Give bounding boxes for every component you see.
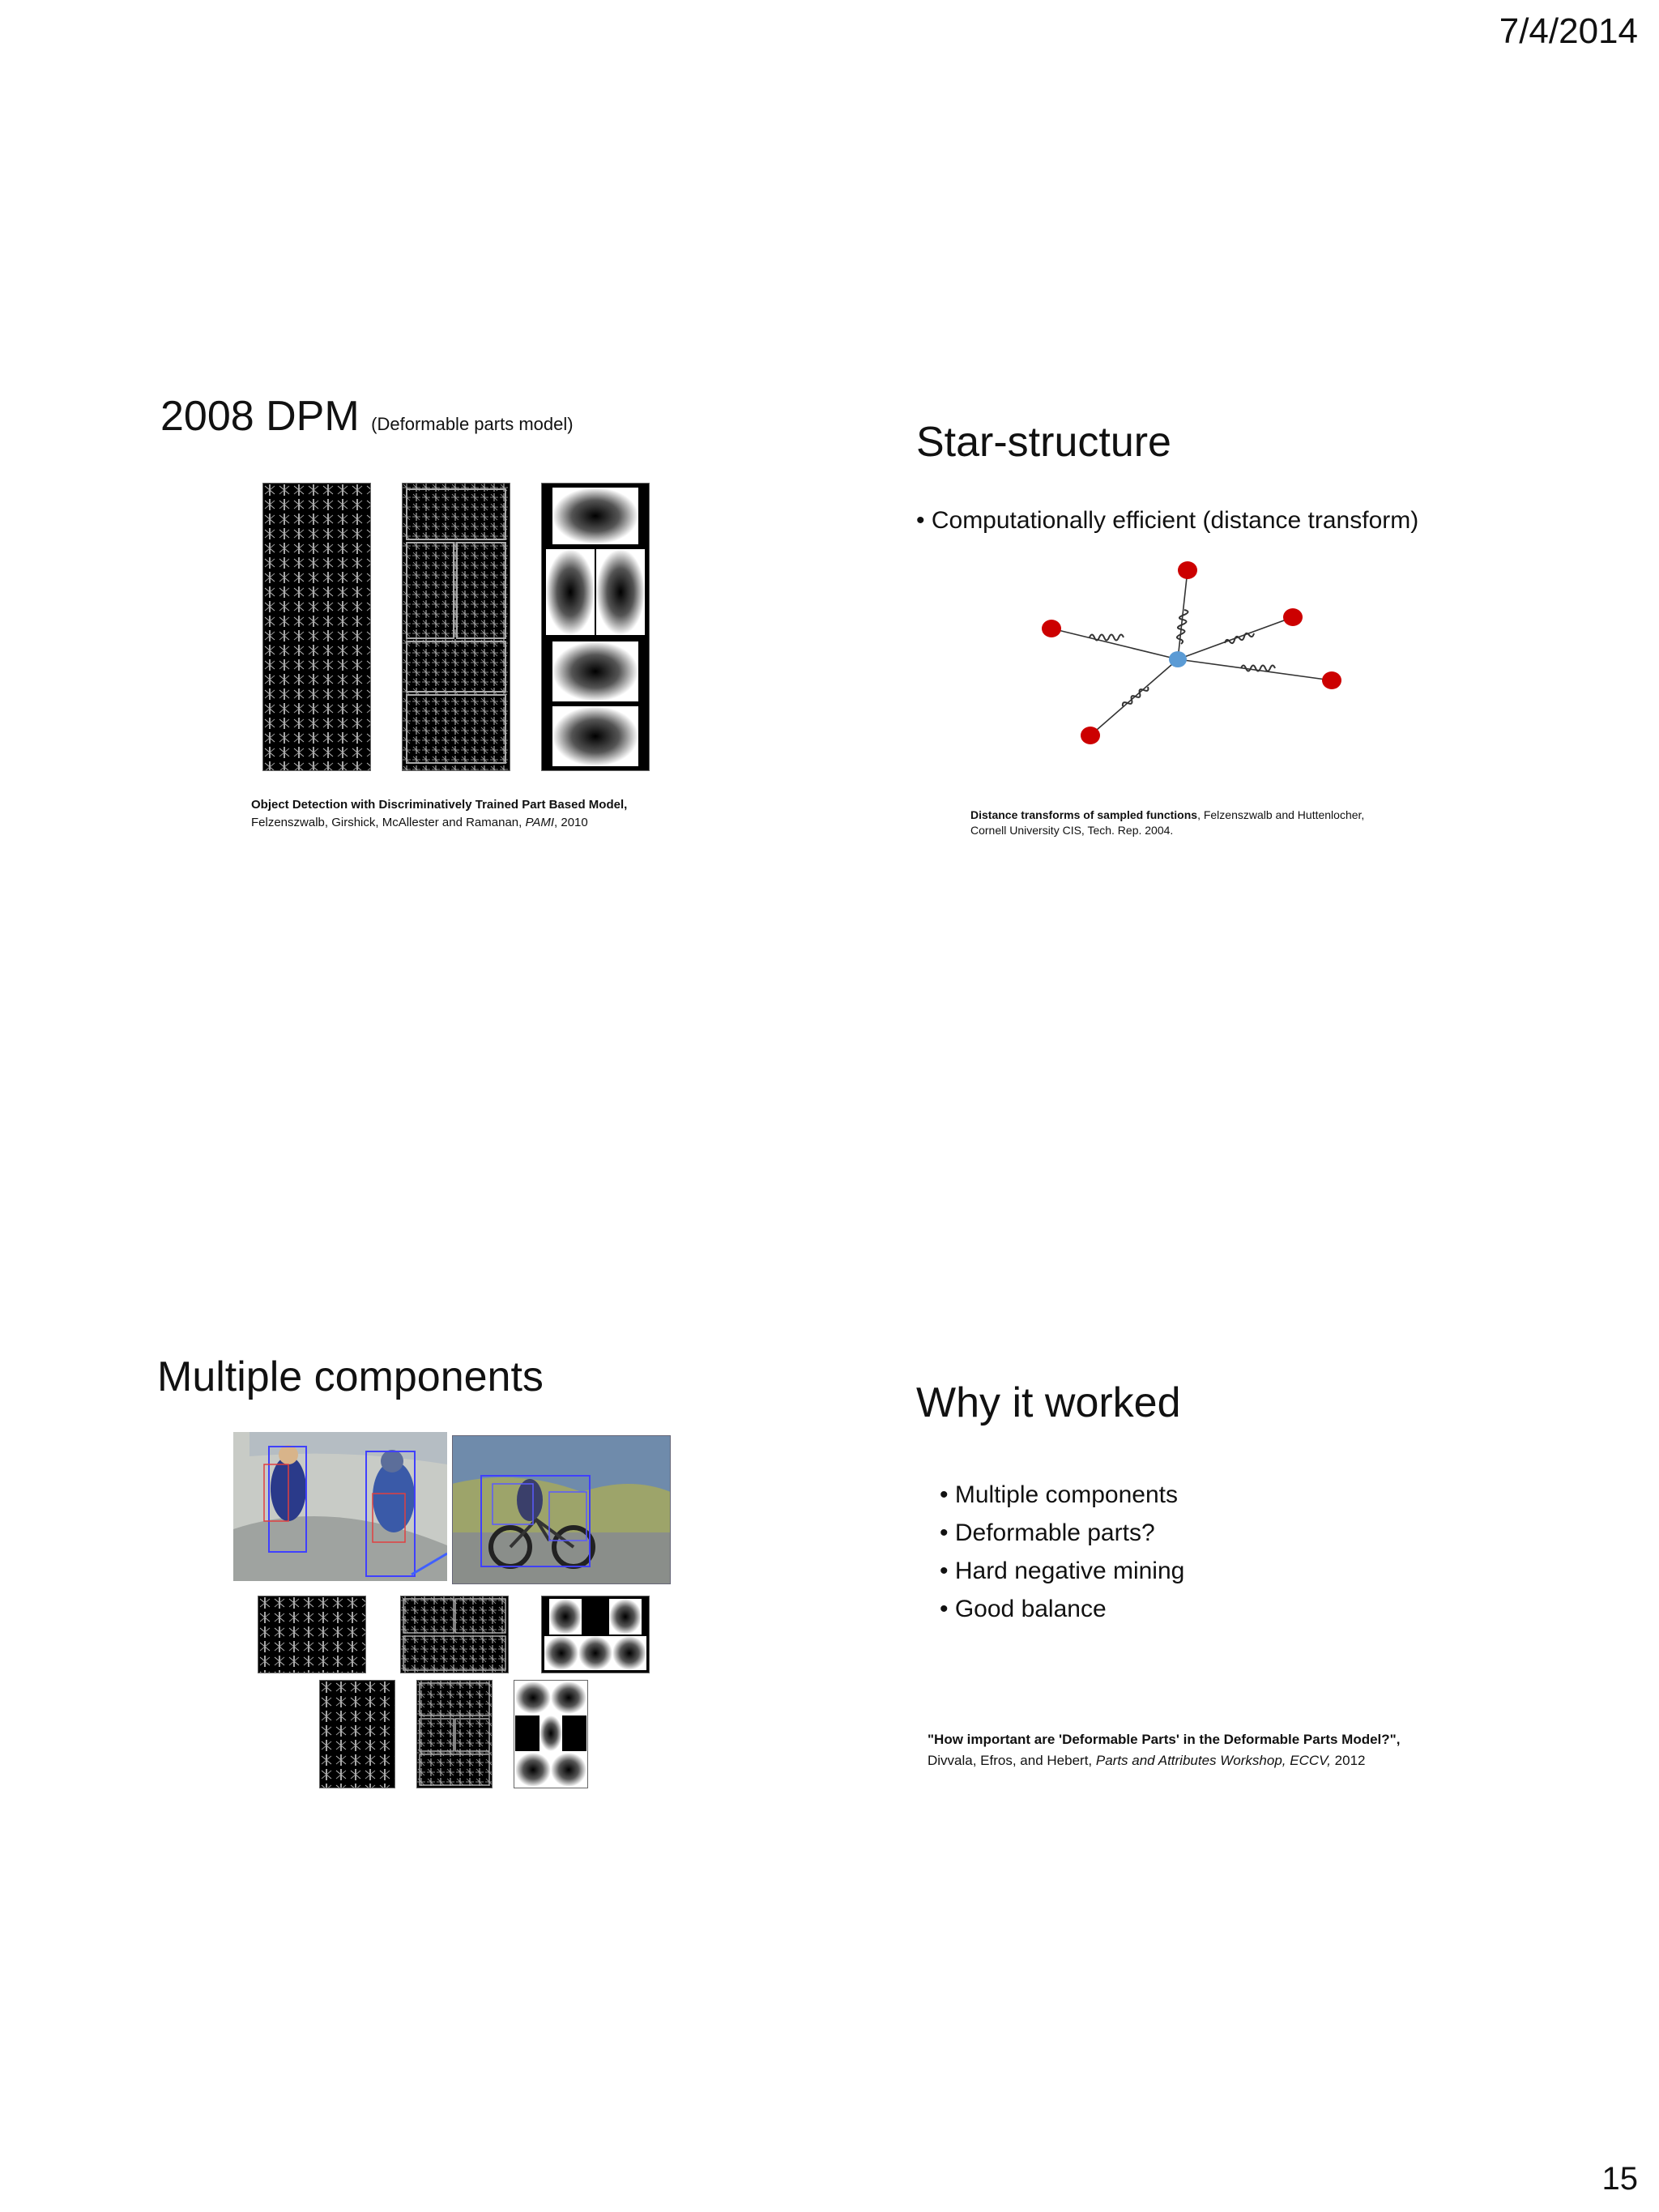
slide1-subtitle: (Deformable parts model)	[371, 414, 574, 434]
slide4-bullet: • Hard negative mining	[940, 1552, 1184, 1590]
slide4-citation-year: 2012	[1330, 1753, 1366, 1768]
slide-date: 7/4/2014	[1499, 11, 1638, 51]
component1-deformation	[541, 1596, 650, 1673]
part-node	[1283, 608, 1303, 626]
slide1-title-text: 2008 DPM	[160, 393, 360, 440]
slide2-bullet: • Computationally efficient (distance transform)	[916, 507, 1418, 535]
part-node	[1322, 671, 1341, 689]
slide2-citation	[970, 808, 1364, 838]
deformation-models-image	[541, 483, 650, 771]
component1-part-filters	[400, 1596, 509, 1673]
root-node	[1169, 651, 1187, 667]
slide2-citation-title: Distance transforms of sampled functions	[970, 808, 1198, 821]
slide4-bullet: • Deformable parts?	[940, 1514, 1184, 1552]
slide4-bullet-list	[940, 1476, 1184, 1628]
cyclists-photo	[233, 1432, 447, 1581]
slide4-title: Why it worked	[916, 1379, 1181, 1426]
slide1-citation-title: Object Detection with Discriminatively Trained Part Based Model,	[251, 798, 628, 812]
slide2-title: Star-structure	[916, 419, 1171, 466]
slide4-citation-authors: Divvala, Efros, and Hebert,	[928, 1753, 1096, 1768]
slide1-citation	[251, 796, 627, 832]
slide4-bullet: • Good balance	[940, 1590, 1184, 1628]
component1-root-filter	[258, 1596, 366, 1673]
star-structure-diagram	[1029, 551, 1353, 761]
part-node	[1081, 727, 1100, 744]
slide1-title	[160, 392, 574, 441]
component2-part-filters	[416, 1680, 493, 1788]
slide2-citation-line2: Cornell University CIS, Tech. Rep. 2004.	[970, 824, 1174, 837]
slide4-citation-venue: Parts and Attributes Workshop, ECCV,	[1095, 1753, 1331, 1768]
slide4-citation	[928, 1729, 1400, 1771]
component2-deformation	[514, 1680, 588, 1788]
slide1-citation-venue: PAMI	[525, 816, 555, 829]
slide4-citation-title: "How important are 'Deformable Parts' in the Deformable Parts Model?",	[928, 1732, 1401, 1747]
root-filter-image	[262, 483, 371, 771]
slide2-citation-authors: , Felzenszwalb and Huttenlocher,	[1197, 808, 1365, 821]
slide1-citation-authors: Felzenszwalb, Girshick, McAllester and Ramanan,	[251, 816, 526, 829]
part-node	[1178, 561, 1197, 579]
part-filters-image	[402, 483, 510, 771]
slide3-title: Multiple components	[157, 1353, 544, 1400]
slide4-bullet: • Multiple components	[940, 1476, 1184, 1514]
component2-root-filter	[319, 1680, 395, 1788]
part-node	[1042, 620, 1061, 637]
page-number: 15	[1601, 2161, 1638, 2197]
slide1-citation-year: , 2010	[554, 816, 588, 829]
bicycle-photo	[452, 1435, 671, 1584]
